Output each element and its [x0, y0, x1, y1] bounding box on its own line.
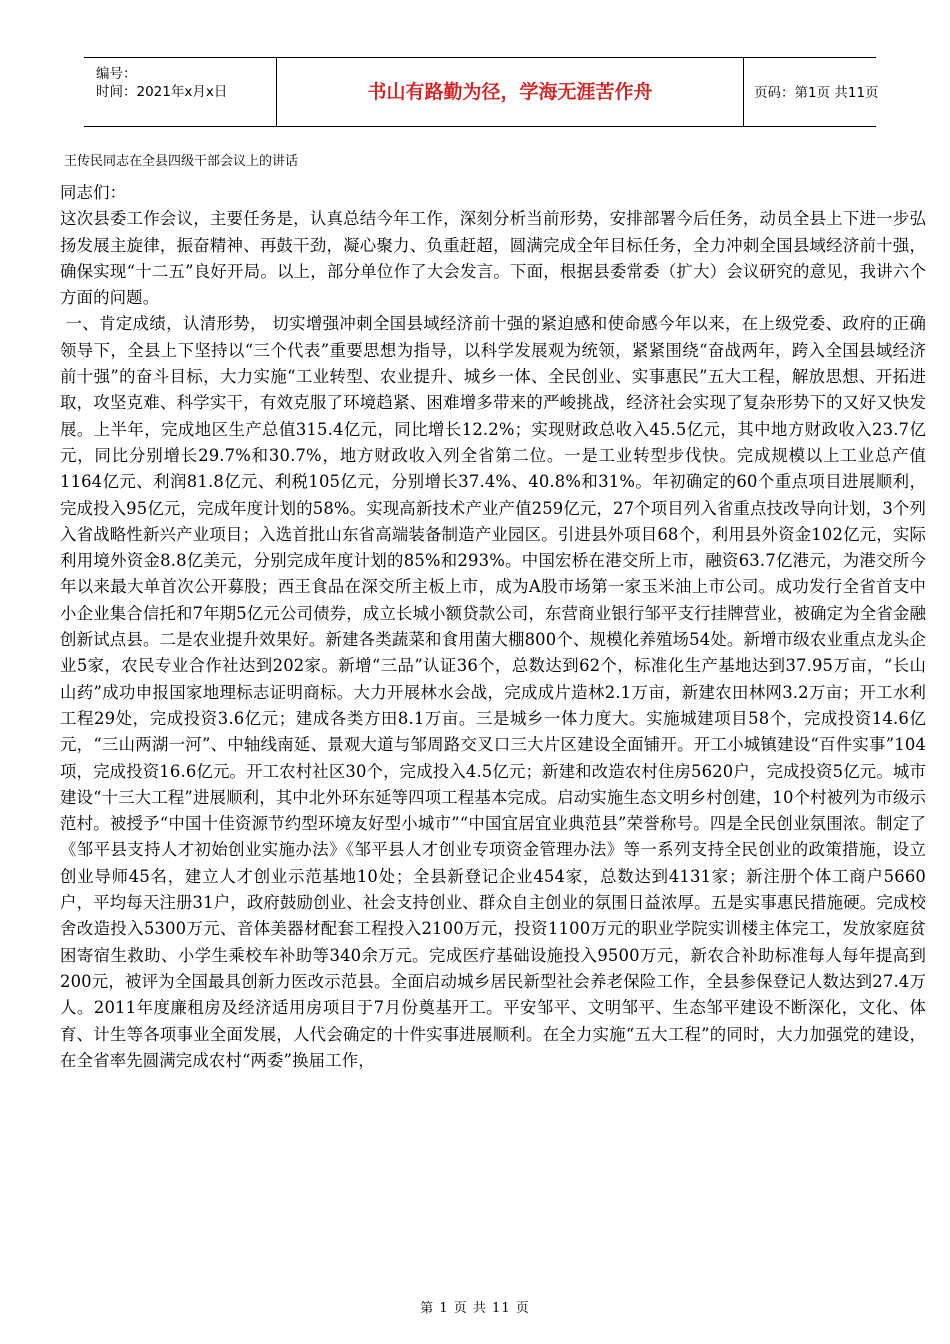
number-label: 编号： [96, 66, 137, 82]
header-meta-cell [84, 58, 276, 126]
page-footer: 第 1 页 共 11 页 [420, 1301, 530, 1316]
motto-text: 书山有路勤为径，学海无涯苦作舟 [367, 81, 653, 103]
body-paragraph: 这次县委工作会议，主要任务是，认真总结今年工作，深刻分析当前形势，安排部署今后任务，动员全县上下进一步弘扬发展主旋律，振奋精神、再鼓干劲，凝心聚力、负重赶超，圆满完成全年目标任务，全力冲刺全国县域经济前十强，确保实现“十二五”良好开局。以上，部分单位作了大会发言。下面，根据县委常委（扩大）会议研究的意见，我讲六个方面的问题。 [60, 209, 926, 308]
document-title: 王传民同志在全县四级干部会议上的讲话 [64, 154, 299, 169]
document-body [60, 180, 926, 1245]
salutation: 同志们： [60, 183, 127, 202]
page-code: 页码：第1页 共11页 [754, 85, 879, 101]
document-header [84, 57, 879, 127]
body-paragraph: 一、肯定成绩，认清形势， 切实增强冲刺全国县域经济前十强的紧迫感和使命感今年以来，在上级党委、政府的正确领导下，全县上下坚持以“三个代表”重要思想为指导，以科学发展观为统领，紧紧围绕“奋战两年，跨入全国县域经济前十强”的奋斗目标，大力实施“工业转型、农业提升、城乡一体、全民创业、实事惠民”五大工程，解放思想、开拓进取，攻坚克难、科学实干，有效克服了环境趋紧、困难增多带来的严峻挑战，经济社会实现了复杂形势下的又好又快发展。上半年，完成地区生产总值315.4亿元，同比增长12.2%；实现财政总收入45.5亿元，其中地方财政收入23.7亿元，同比分别增长29.7%和30.7%，地方财政收入列全省第二位。一是工业转型步伐快。完成规模以上工业总产值1164亿元、利润81.8亿元、利税105亿元，分别增长37.4%、40.8%和31%。年初确定的60个重点项目进展顺利，完成投入95亿元，完成年度计划的58%。实现高新技术产业产值259亿元，27个项目列入省重点技改导向计划，3个列入省战略性新兴产业项目；入选首批山东省高端装备制造产业园区。引进县外项目68个，利用县外资金102亿元，实际利用境外资金8.8亿美元，分别完成年度计划的85%和293%。中国宏桥在港交所上市，融资63.7亿港元，为港交所今年以来最大单首次公开募股；西王食品在深交所主板上市，成为A股市场第一家玉米油上市公司。成功发行全省首支中小企业集合信托和7年期5亿元公司债券，成立长城小额贷款公司，东营商业银行邹平支行挂牌营业，被确定为全省金融创新试点县。二是农业提升效果好。新建各类蔬菜和食用菌大棚800个、规模化养殖场54处。新增市级农业重点龙头企业5家，农民专业合作社达到202家。新增“三品”认证36个，总数达到62个，标准化生产基地达到37.95万亩，“长山山药”成功申报国家地理标志证明商标。大力开展林水会战，完成成片造林2.1万亩，新建农田林网3.2万亩；开工水利工程29处，完成投资3.6亿元；建成各类方田8.1万亩。三是城乡一体力度大。实施城建项目58个，完成投资14.6亿元，“三山两湖一河”、中轴线南延、景观大道与邹周路交叉口三大片区建设全面铺开。开工小城镇建设“百件实事”104项，完成投资16.6亿元。开工农村社区30个，完成投入4.5亿元；新建和改造农村住房5620户，完成投资5亿元。城市建设“十三大工程”进展顺利，其中北外环东延等四项工程基本完成。启动实施生态文明乡村创建，10个村被列为市级示范村。被授予“中国十佳资源节约型环境友好型小城市”“中国宜居宜业典范县”荣誉称号。四是全民创业氛围浓。制定了《邹平县支持人才初始创业实施办法》《邹平县人才创业专项资金管理办法》等一系列支持全民创业的政策措施，设立创业导师45名，建立人才创业示范基地10处；全县新登记企业454家，总数达到4131家；新注册个体工商户5660户，平均每天注册31户，政府鼓励创业、社会支持创业、群众自主创业的氛围日益浓厚。五是实事惠民措施硬。完成校舍改造投入5300万元、音体美器材配套工程投入2100万元，投资1100万元的职业学院实训楼主体完工，发放家庭贫困寄宿生救助、小学生乘校车补助等340余万元。完成医疗基础设施投入9500万元，新农合补助标准每人每年提高到200元，被评为全国最具创新力医改示范县。全面启动城乡居民新型社会养老保险工作，全县参保登记人数达到27.4万人。2011年度廉租房及经济适用房项目于7月份奠基开工。平安邹平、文明邹平、生态邹平建设不断深化，文化、体育、计生等各项事业全面发展，人代会确定的十件实事进展顺利。在全力实施“五大工程”的同时，大力加强党的建设，在全省率先圆满完成农村“两委”换届工作， [60, 314, 926, 1070]
header-motto-cell [276, 58, 744, 126]
time-label: 时间：2021年x月x日 [96, 84, 228, 100]
header-page-cell [742, 58, 879, 126]
